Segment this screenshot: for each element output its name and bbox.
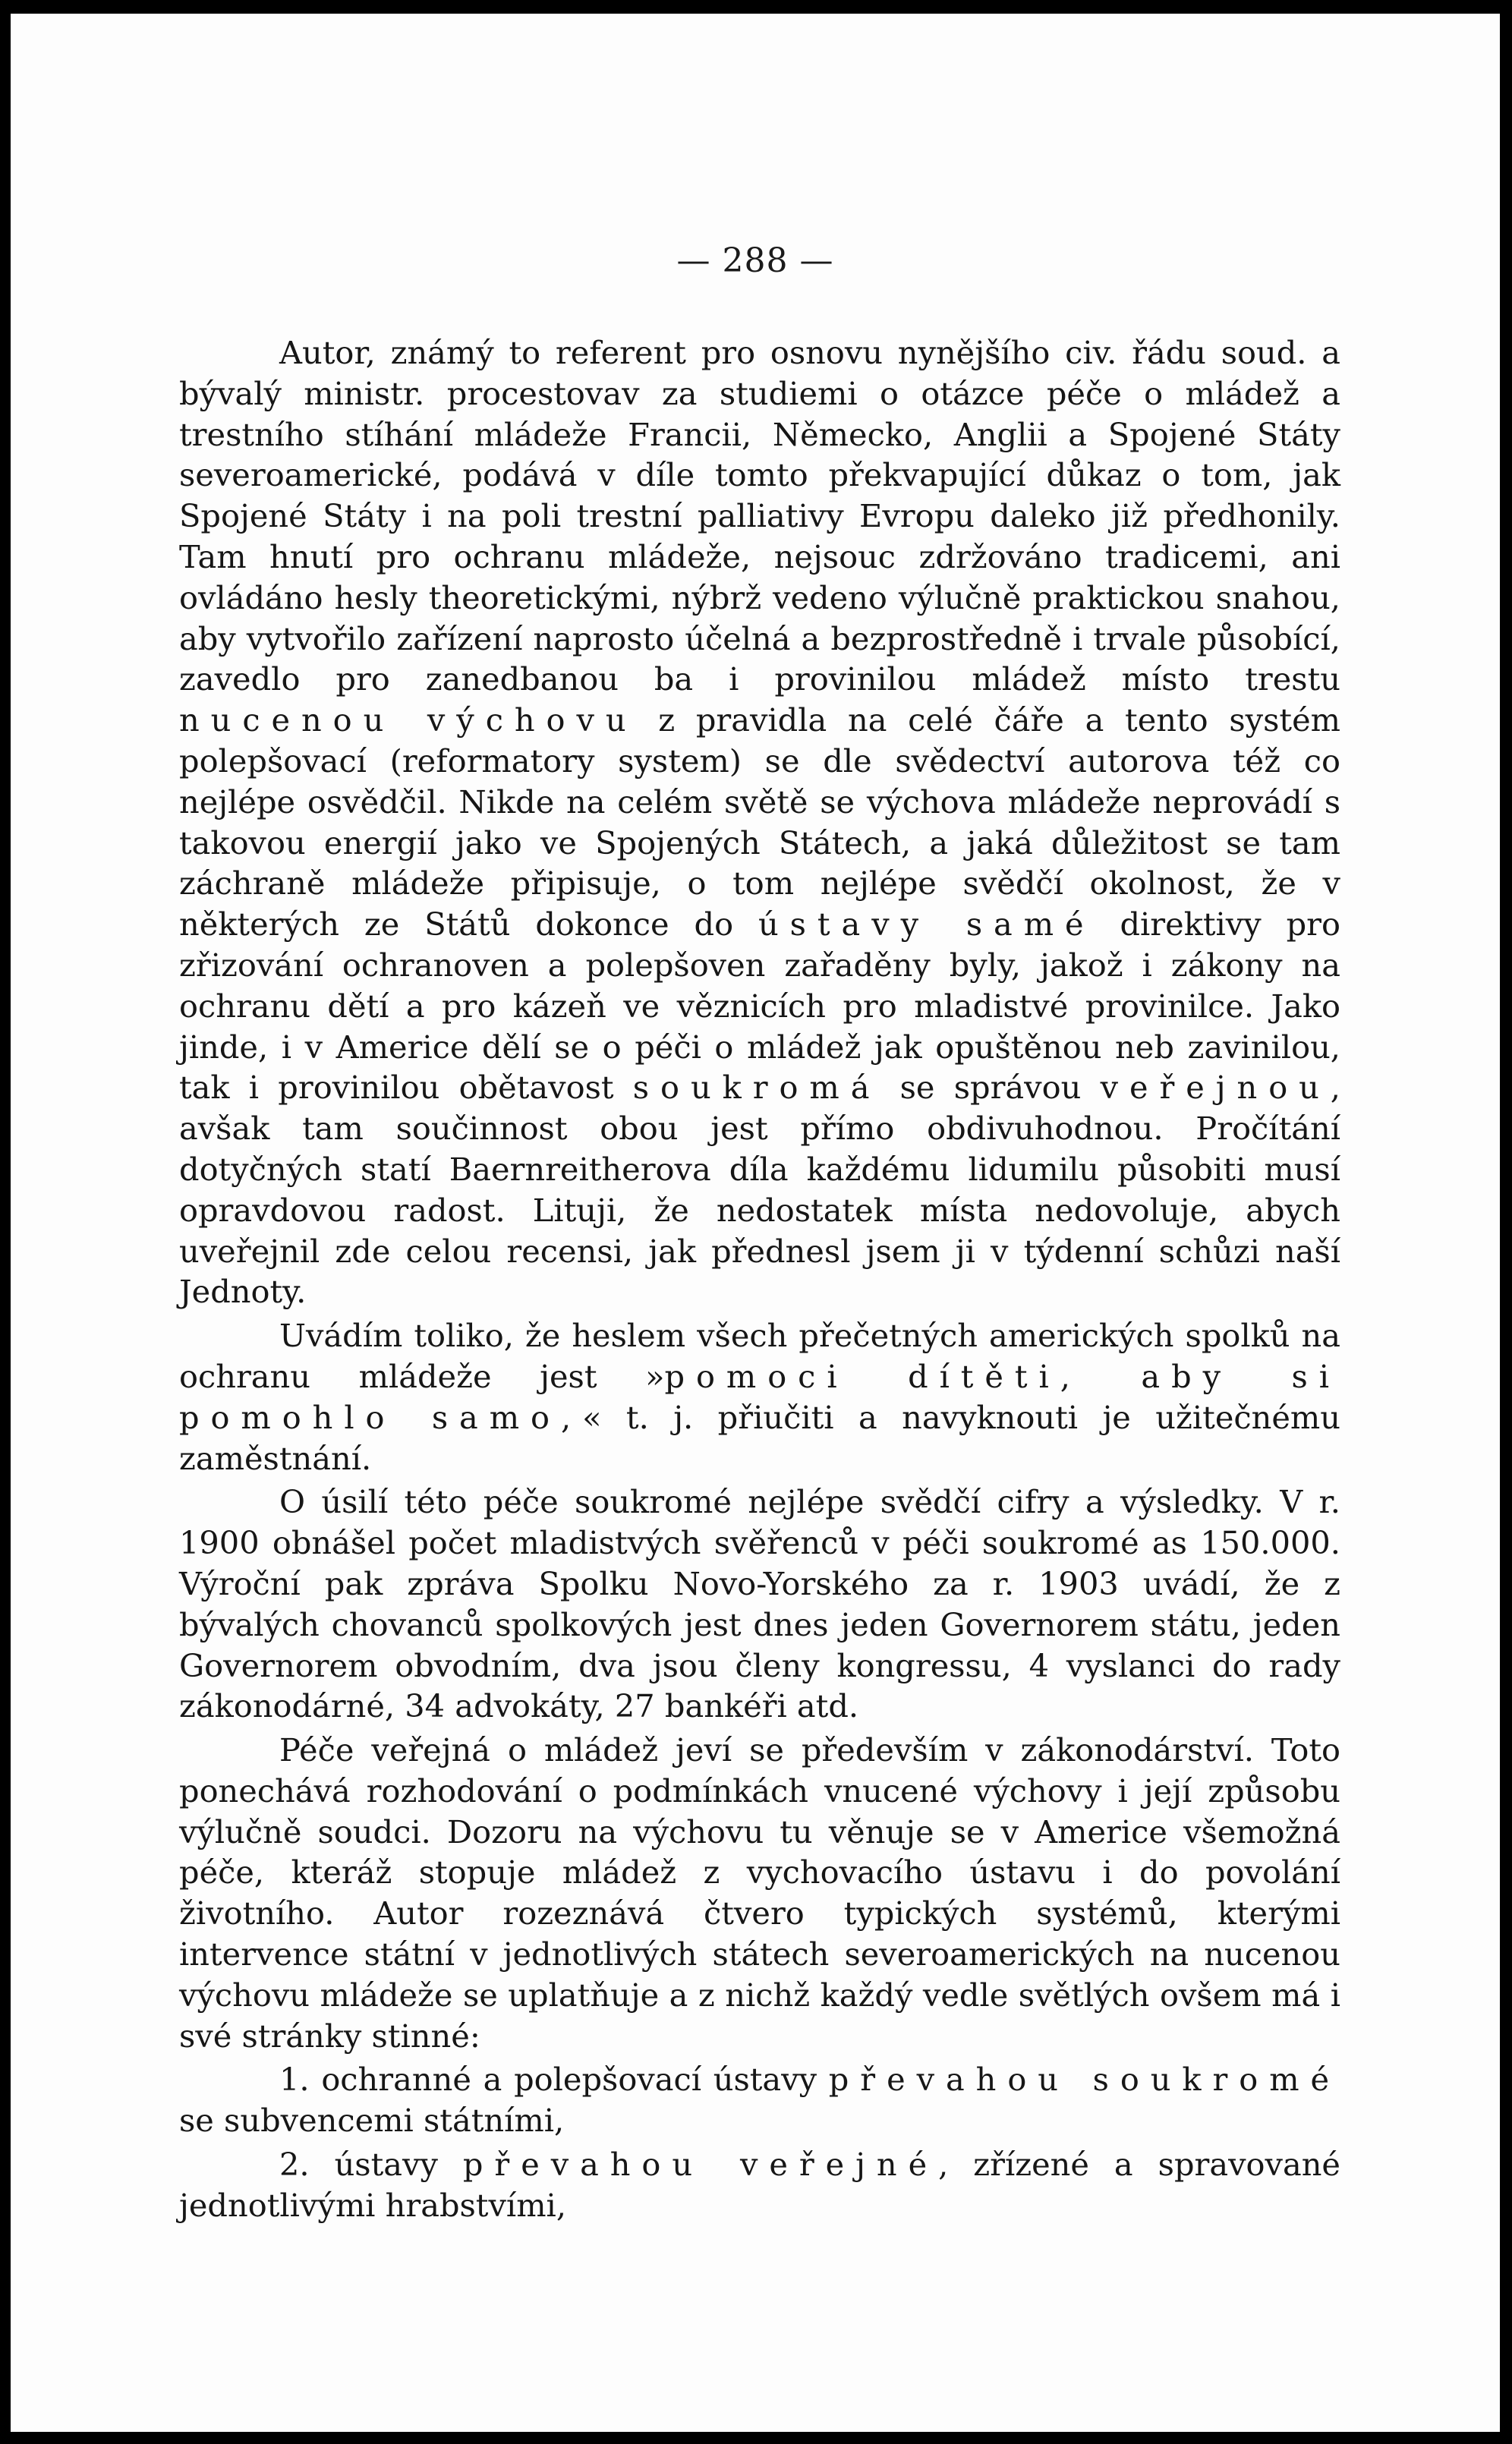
body-text <box>179 332 1340 2226</box>
list-item <box>179 2144 1340 2226</box>
emphasized-text: pomoci dítěti, aby si pomohlo samo, <box>179 1357 1340 1436</box>
text-run: Uvádím toliko, že heslem všech přečetných amerických spolků na ochranu mládeže jest » <box>179 1317 1340 1395</box>
text-run: Autor, známý to referent pro osnovu nynějšího civ. řádu soud. a bývalý ministr. procestovav za studiemi o otázce péče o mládež a trestního stíhání mládeže Francii, Německo, Anglii a Spojené Státy severoamerické, podává v díle tomto překvapující důkaz o tom, jak Spojené Státy i na poli trestní palliativy Evropu daleko již předhonily. Tam hnutí pro ochranu mládeže, nejsouc zdržováno tradicemi, ani ovládáno hesly theoretickými, nýbrž vedeno výlučně praktickou snahou, aby vytvořilo zařízení naprosto účelná a bezprostředně i trvale působící, zavedlo pro zanedbanou ba i provinilou mládež místo trestu <box>179 334 1340 698</box>
paragraph <box>179 1482 1340 1727</box>
text-run: O úsilí této péče soukromé nejlépe svědčí cifry a výsledky. V r. 1900 obnášel počet mladistvých svěřenců v péči soukromé as 150.000. Výroční pak zpráva Spolku Novo-Yorského za r. 1903 uvádí, že z bývalých chovanců spolkových jest dnes jeden Governorem státu, jeden Governorem obvodním, dva jsou členy kongressu, 4 vyslanci do rady zákonodárné, 34 advokáty, 27 bankéři atd. <box>179 1483 1340 1725</box>
page-number: — 288 — <box>676 241 834 280</box>
list-item <box>179 2059 1340 2141</box>
text-run: « t. j. přiučiti a navyknouti je užitečnému zaměstnání. <box>179 1398 1340 1477</box>
emphasized-text: převahou veřejné <box>462 2146 939 2184</box>
emphasized-text: nucenou výchovu <box>179 701 638 739</box>
paragraph <box>179 332 1340 1312</box>
text-run: , zřízené a spravované jednotlivými hrabstvími, <box>179 2146 1340 2224</box>
text-run: Péče veřejná o mládež jeví se především v zákonodárství. Toto ponechává rozhodování o podmínkách vnucené výchovy i její způsobu výlučně soudci. Dozoru na výchovu tu věnuje se v Americe všemožná péče, kteráž stopuje mládež z vychovacího ústavu i do povolání životního. Autor rozeznává čtvero typických systémů, kterými intervence státní v jednotlivých státech severoamerických na nucenou výchovu mládeže se uplatňuje a z nichž každý vedle světlých ovšem má i své stránky stinné: <box>179 1731 1340 2055</box>
paragraph <box>179 1315 1340 1479</box>
emphasized-text: ústavy samé <box>758 905 1095 943</box>
text-run: 2. ústavy <box>279 2146 463 2184</box>
text-run: se subvencemi státními, <box>179 2102 565 2140</box>
text-run: se správou <box>880 1069 1101 1107</box>
paragraph <box>179 1730 1340 2056</box>
emphasized-text: převahou soukromé <box>828 2061 1340 2099</box>
text-run: 1. ochranné a polepšovací ústavy <box>279 2061 829 2099</box>
text-run: z pravidla na celé čáře a tento systém polepšovací (reformatory system) se dle svědectví autorova též co nejlépe osvědčil. Nikde na celém světě se výchova mládeže neprovádí s takovou energií jako ve Spojených Státech, a jaká důležitost se tam záchraně mládeže připisuje, o tom nejlépe svědčí okolnost, že v některých ze Států dokonce do <box>179 701 1340 943</box>
book-page <box>11 14 1500 2432</box>
emphasized-text: veřejnou <box>1100 1069 1331 1107</box>
text-run: direktivy pro zřizování ochranoven a polepšoven zařaděny byly, jakož i zákony na ochranu dětí a pro kázeň ve věznicích pro mladistvé provinilce. Jako jinde, i v Americe dělí se o péči o mládež jak opuštěnou neb zavinilou, tak i provinilou obětavost <box>179 905 1340 1107</box>
text-run: , avšak tam součinnost obou jest přímo obdivuhodnou. Pročítání dotyčných statí Baernreitherova díla každému lidumilu působiti musí opravdovou radost. Lituji, že nedostatek místa nedovoluje, abych uveřejnil zde celou recensi, jak přednesl jsem ji v týdenní schůzi naší Jednoty. <box>179 1069 1340 1311</box>
emphasized-text: soukromá <box>632 1069 881 1107</box>
